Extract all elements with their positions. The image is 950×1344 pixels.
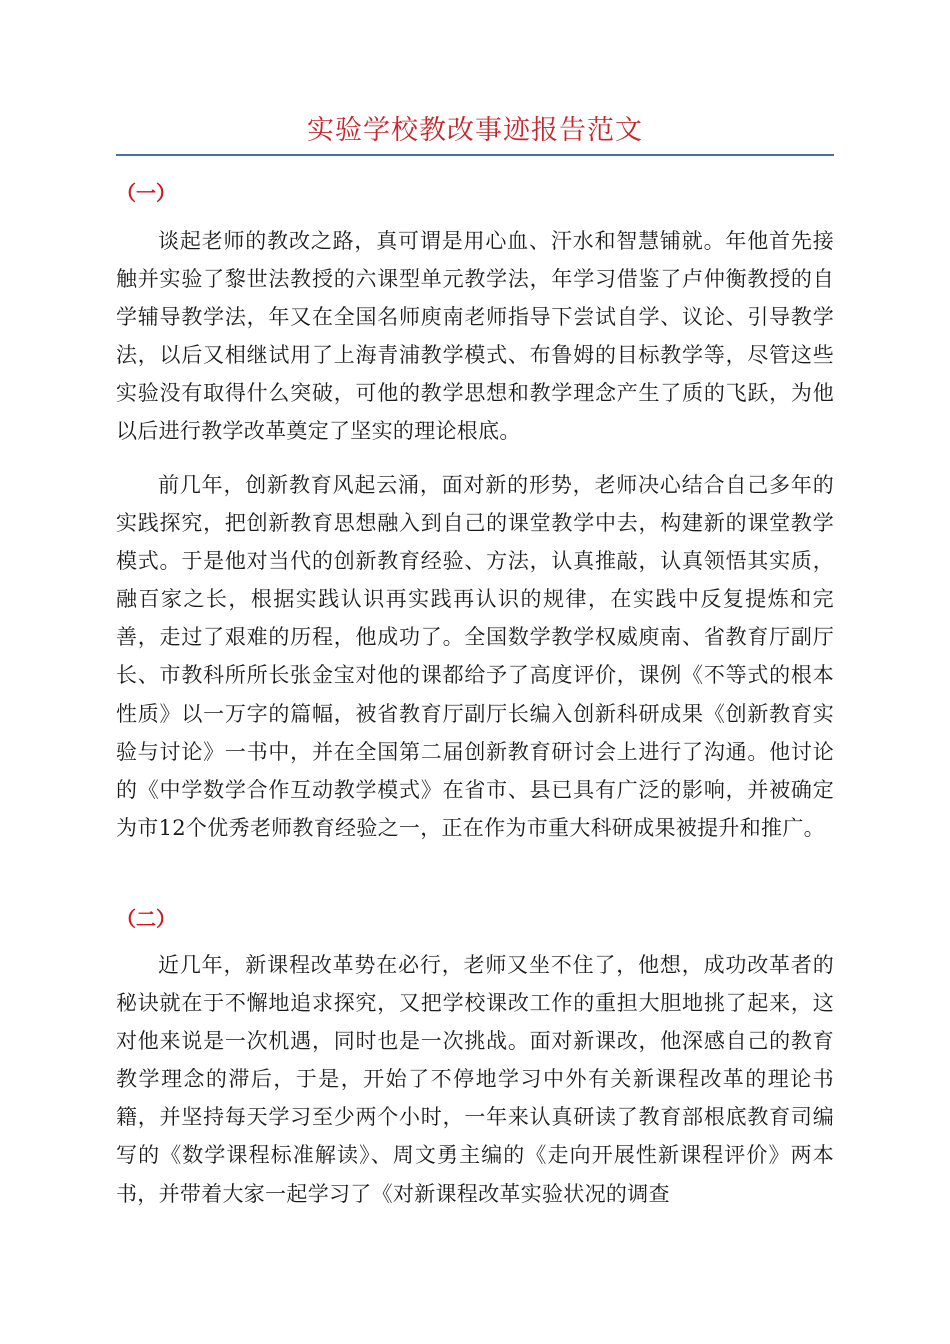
paragraph-2-1: 近几年，新课程改革势在必行，老师又坐不住了，他想，成功改革者的秘诀就在于不懈地追求探究，又把学校课改工作的重担大胆地挑了起来，这对他来说是一次机遇，同时也是一次挑战。面对新课改，他深感自己的教育教学理念的滞后，于是，开始了不停地学习中外有关新课程改革的理论书籍，并坚持每天学习至少两个小时，一年来认真研读了教育部根底教育司编写的《数学课程标准解读》、周文勇主编的《走向开展性新课程评价》两本书，并带着大家一起学习了《对新课程改革实验状况的调查 [116,953,834,1206]
title-underline [116,154,834,156]
section-heading-2: （二） [116,907,176,931]
document-title: 实验学校教改事迹报告范文 [307,115,643,146]
paragraph-1-1: 谈起老师的教改之路，真可谓是用心血、汗水和智慧铺就。年他首先接触并实验了黎世法教授的六课型单元教学法，年学习借鉴了卢仲衡教授的自学辅导教学法，年又在全国名师庾南老师指导下尝试自学、议论、引导教学法，以后又相继试用了上海青浦教学模式、布鲁姆的目标教学等，尽管这些实验没有取得什么突破，可他的教学思想和教学理念产生了质的飞跃，为他以后进行教学改革奠定了坚实的理论根底。 [116,229,834,444]
section-heading-1: （一） [116,181,176,205]
paragraph-1-2: 前几年，创新教育风起云涌，面对新的形势，老师决心结合自己多年的实践探究，把创新教育思想融入到自己的课堂教学中去，构建新的课堂教学模式。于是他对当代的创新教育经验、方法，认真推敲，认真领悟其实质，融百家之长，根据实践认识再实践再认识的规律，在实践中反复提炼和完善，走过了艰难的历程，他成功了。全国数学教学权威庾南、省教育厅副厅长、市教科所所长张金宝对他的课都给予了高度评价，课例《不等式的根本性质》以一万字的篇幅，被省教育厅副厅长编入创新科研成果《创新教育实验与讨论》一书中，并在全国第二届创新教育研讨会上进行了沟通。他讨论的《中学数学合作互动教学模式》在省市、县已具有广泛的影响，并被确定为市12个优秀老师教育经验之一，正在作为市重大科研成果被提升和推广。 [116,473,834,840]
